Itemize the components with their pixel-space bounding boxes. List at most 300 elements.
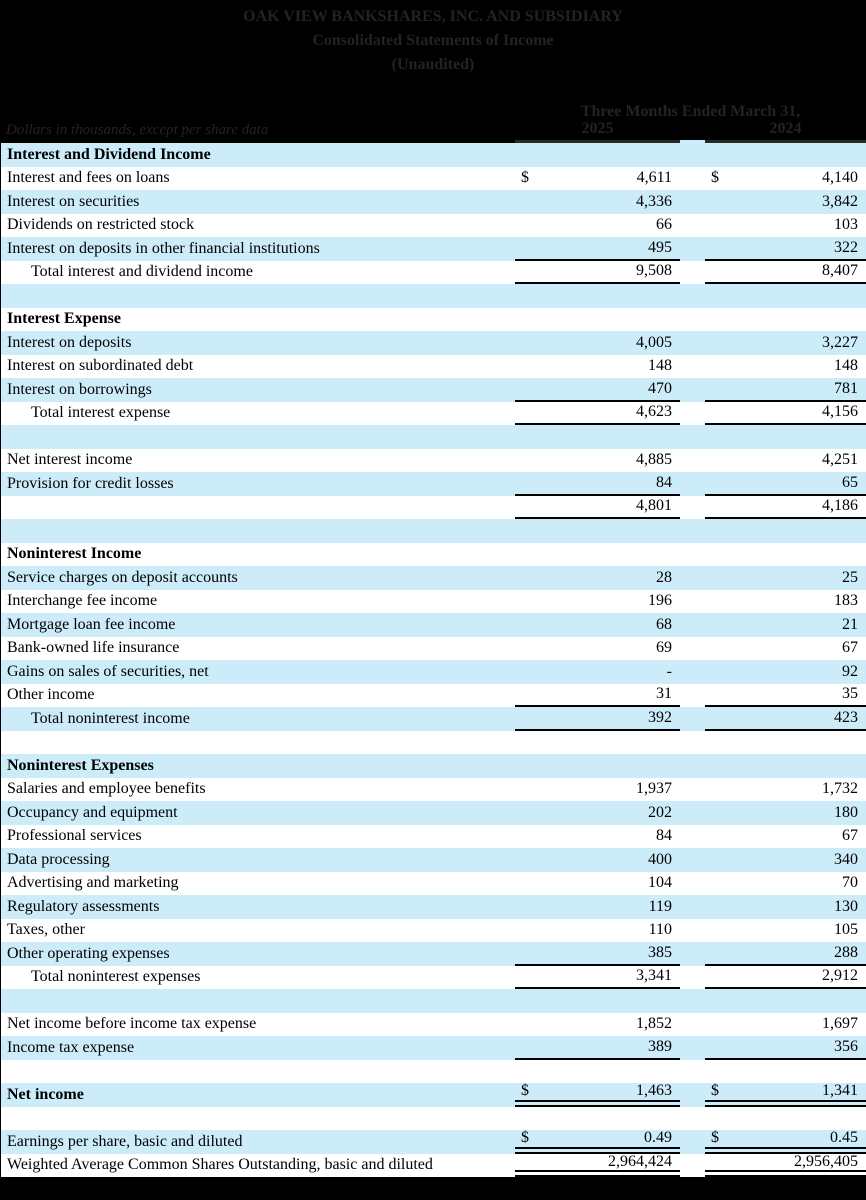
column-gap xyxy=(680,919,705,943)
amount-2024 xyxy=(705,895,866,919)
amount-value: 148 xyxy=(834,357,858,375)
table-row xyxy=(1,637,866,661)
table-row xyxy=(1,1083,866,1107)
row-label: Data processing xyxy=(7,850,110,868)
table-row xyxy=(1,284,866,308)
row-label xyxy=(1,731,515,755)
amount-2025 xyxy=(515,1036,680,1060)
amount-2024 xyxy=(705,801,866,825)
column-gap xyxy=(680,190,705,214)
row-label: Interest and Dividend Income xyxy=(7,145,211,163)
table-row xyxy=(1,754,866,778)
column-gap xyxy=(680,425,705,449)
amount-value: 21 xyxy=(842,615,858,633)
row-label: Total interest expense xyxy=(31,404,171,422)
amount-value: 3,842 xyxy=(822,192,858,210)
amount-2025 xyxy=(515,754,680,778)
column-gap xyxy=(680,848,705,872)
amount-2025 xyxy=(515,284,680,308)
row-label xyxy=(1,1107,515,1131)
amount-value: 2,964,424 xyxy=(608,1152,672,1170)
amount-2024 xyxy=(705,214,866,238)
table-row xyxy=(1,590,866,614)
amount-2025 xyxy=(515,590,680,614)
row-label: Dividends on restricted stock xyxy=(7,216,195,234)
table-row xyxy=(1,966,866,990)
amount-2025 xyxy=(515,425,680,449)
income-statement-table xyxy=(0,143,866,1177)
amount-value: 1,341 xyxy=(822,1082,858,1100)
amount-value: 84 xyxy=(656,473,672,491)
amount-2025 xyxy=(515,167,680,191)
amount-value: 3,341 xyxy=(636,967,672,985)
amount-2024 xyxy=(705,143,866,167)
amount-value: 4,623 xyxy=(636,403,672,421)
row-label: Interest on securities xyxy=(7,192,140,210)
amount-2024 xyxy=(705,167,866,191)
column-gap xyxy=(680,472,705,496)
amount-value: 4,156 xyxy=(822,403,858,421)
amount-2025 xyxy=(515,1083,680,1107)
amount-value: 0.45 xyxy=(830,1129,858,1147)
row-label xyxy=(1,284,515,308)
amount-2025 xyxy=(515,801,680,825)
amount-2025 xyxy=(515,543,680,567)
amount-2024 xyxy=(705,190,866,214)
amount-value: 104 xyxy=(648,874,672,892)
row-label: Occupancy and equipment xyxy=(7,803,178,821)
table-row xyxy=(1,684,866,708)
row-label xyxy=(1,496,515,520)
amount-value: 4,801 xyxy=(636,497,672,515)
table-row xyxy=(1,613,866,637)
amount-value: 392 xyxy=(648,708,672,726)
amount-2024 xyxy=(705,1107,866,1131)
amount-value: 70 xyxy=(842,874,858,892)
row-label: Interchange fee income xyxy=(7,592,158,610)
dollar-sign: $ xyxy=(711,169,719,187)
amount-value: 1,937 xyxy=(636,780,672,798)
column-gap xyxy=(680,284,705,308)
column-gap xyxy=(680,237,705,261)
amount-2024 xyxy=(705,1013,866,1037)
row-label xyxy=(1,1060,515,1084)
amount-value: 31 xyxy=(656,685,672,703)
amount-2025 xyxy=(515,1060,680,1084)
column-gap xyxy=(680,1154,705,1178)
amount-2024 xyxy=(705,331,866,355)
amount-2025 xyxy=(515,237,680,261)
amount-value: 180 xyxy=(834,803,858,821)
amount-2024 xyxy=(705,519,866,543)
column-gap xyxy=(680,1130,705,1154)
column-gap xyxy=(680,143,705,167)
amount-value: 4,005 xyxy=(636,333,672,351)
table-row xyxy=(1,566,866,590)
row-label: Interest on subordinated debt xyxy=(7,357,194,375)
row-label xyxy=(1,425,515,449)
amount-value: 66 xyxy=(656,216,672,234)
row-label: Interest on deposits xyxy=(7,333,132,351)
amount-2024 xyxy=(705,1036,866,1060)
year-2024-header: 2024 xyxy=(705,121,866,143)
table-row xyxy=(1,1107,866,1131)
row-label: Noninterest Expenses xyxy=(7,756,154,774)
period-header: Three Months Ended March 31, xyxy=(580,103,801,120)
amount-value: 470 xyxy=(648,379,672,397)
amount-columns-header xyxy=(515,102,866,143)
amount-2025 xyxy=(515,378,680,402)
column-gap xyxy=(680,402,705,426)
amount-2025 xyxy=(515,1130,680,1154)
table-row xyxy=(1,261,866,285)
amount-2025 xyxy=(515,872,680,896)
table-row xyxy=(1,425,866,449)
amount-2024 xyxy=(705,590,866,614)
column-gap xyxy=(680,966,705,990)
table-row xyxy=(1,449,866,473)
table-row xyxy=(1,1013,866,1037)
amount-value: 4,336 xyxy=(636,192,672,210)
year-headers xyxy=(515,121,866,143)
table-row xyxy=(1,496,866,520)
amount-value: 781 xyxy=(834,379,858,397)
amount-2024 xyxy=(705,919,866,943)
unaudited-note: (Unaudited) xyxy=(391,56,475,73)
column-gap xyxy=(680,754,705,778)
row-label: Professional services xyxy=(7,827,142,845)
amount-value: 68 xyxy=(656,615,672,633)
row-label: Total noninterest expenses xyxy=(31,968,201,986)
year-2025-header: 2025 xyxy=(515,121,680,143)
amount-2024 xyxy=(705,496,866,520)
units-note: Dollars in thousands, except per share data xyxy=(6,122,269,138)
table-row xyxy=(1,190,866,214)
amount-value: 288 xyxy=(834,943,858,961)
table-row xyxy=(1,1036,866,1060)
amount-value: 0.49 xyxy=(644,1129,672,1147)
amount-2024 xyxy=(705,637,866,661)
dollar-sign: $ xyxy=(521,169,529,187)
row-label: Net income before income tax expense xyxy=(7,1015,257,1033)
amount-2024 xyxy=(705,707,866,731)
row-label: Interest on deposits in other financial institutions xyxy=(7,239,320,257)
amount-2024 xyxy=(705,684,866,708)
row-label: Interest and fees on loans xyxy=(7,169,170,187)
amount-value: - xyxy=(666,662,672,680)
amount-value: 4,611 xyxy=(636,169,672,187)
column-gap xyxy=(680,1083,705,1107)
amount-2024 xyxy=(705,966,866,990)
amount-2025 xyxy=(515,519,680,543)
amount-2025 xyxy=(515,895,680,919)
amount-2025 xyxy=(515,472,680,496)
amount-value: 183 xyxy=(834,592,858,610)
amount-2025 xyxy=(515,989,680,1013)
amount-2025 xyxy=(515,613,680,637)
table-row xyxy=(1,942,866,966)
amount-2024 xyxy=(705,872,866,896)
amount-value: 35 xyxy=(842,685,858,703)
table-row xyxy=(1,167,866,191)
amount-2025 xyxy=(515,966,680,990)
row-label: Service charges on deposit accounts xyxy=(7,568,238,586)
amount-2025 xyxy=(515,402,680,426)
amount-2024 xyxy=(705,308,866,332)
table-row xyxy=(1,1060,866,1084)
amount-2024 xyxy=(705,261,866,285)
amount-2025 xyxy=(515,496,680,520)
row-label: Taxes, other xyxy=(7,921,85,939)
amount-value: 69 xyxy=(656,639,672,657)
company-title: OAK VIEW BANKSHARES, INC. AND SUBSIDIARY xyxy=(243,8,623,25)
amount-2025 xyxy=(515,707,680,731)
column-gap xyxy=(680,449,705,473)
column-gap xyxy=(680,566,705,590)
amount-2025 xyxy=(515,825,680,849)
amount-2025 xyxy=(515,942,680,966)
amount-2024 xyxy=(705,731,866,755)
table-row xyxy=(1,848,866,872)
amount-value: 119 xyxy=(648,897,672,915)
amount-value: 400 xyxy=(648,850,672,868)
table-row xyxy=(1,778,866,802)
row-label: Bank-owned life insurance xyxy=(7,639,180,657)
row-label xyxy=(1,519,515,543)
amount-value: 3,227 xyxy=(822,333,858,351)
column-gap xyxy=(680,731,705,755)
amount-value: 202 xyxy=(648,803,672,821)
table-row xyxy=(1,472,866,496)
row-label: Weighted Average Common Shares Outstanding, basic and diluted xyxy=(7,1156,433,1174)
amount-2024 xyxy=(705,1154,866,1178)
table-row xyxy=(1,237,866,261)
amount-2024 xyxy=(705,1060,866,1084)
amount-value: 4,140 xyxy=(822,169,858,187)
column-gap xyxy=(680,355,705,379)
amount-2025 xyxy=(515,1107,680,1131)
column-gap xyxy=(680,684,705,708)
column-gap xyxy=(680,895,705,919)
row-label: Provision for credit losses xyxy=(7,474,174,492)
row-label: Other income xyxy=(7,686,95,704)
amount-value: 110 xyxy=(648,921,672,939)
amount-2025 xyxy=(515,848,680,872)
column-gap xyxy=(680,261,705,285)
amount-2024 xyxy=(705,425,866,449)
table-row xyxy=(1,872,866,896)
amount-2024 xyxy=(705,472,866,496)
row-label: Salaries and employee benefits xyxy=(7,780,206,798)
column-gap xyxy=(680,801,705,825)
column-gap xyxy=(680,778,705,802)
amount-value: 9,508 xyxy=(636,262,672,280)
amount-2025 xyxy=(515,919,680,943)
amount-2024 xyxy=(705,355,866,379)
row-label: Regulatory assessments xyxy=(7,897,160,915)
amount-value: 2,912 xyxy=(822,967,858,985)
row-label: Advertising and marketing xyxy=(7,874,179,892)
amount-2024 xyxy=(705,778,866,802)
column-gap xyxy=(680,872,705,896)
row-label: Income tax expense xyxy=(7,1038,135,1056)
amount-value: 1,463 xyxy=(636,1082,672,1100)
table-row xyxy=(1,919,866,943)
amount-2025 xyxy=(515,684,680,708)
amount-value: 92 xyxy=(842,662,858,680)
dollar-sign: $ xyxy=(521,1082,529,1100)
row-label: Total noninterest income xyxy=(31,709,190,727)
amount-value: 389 xyxy=(648,1037,672,1055)
amount-value: 65 xyxy=(842,473,858,491)
amount-2025 xyxy=(515,214,680,238)
row-label: Interest Expense xyxy=(7,310,121,328)
column-gap xyxy=(680,825,705,849)
amount-2025 xyxy=(515,566,680,590)
table-row xyxy=(1,660,866,684)
amount-2025 xyxy=(515,1154,680,1178)
table-row xyxy=(1,731,866,755)
amount-value: 4,186 xyxy=(822,497,858,515)
amount-2025 xyxy=(515,449,680,473)
column-gap xyxy=(680,590,705,614)
amount-2024 xyxy=(705,1130,866,1154)
column-gap xyxy=(680,660,705,684)
amount-2024 xyxy=(705,402,866,426)
amount-2025 xyxy=(515,778,680,802)
table-row xyxy=(1,543,866,567)
table-row xyxy=(1,707,866,731)
amount-2024 xyxy=(705,284,866,308)
amount-value: 2,956,405 xyxy=(794,1152,858,1170)
amount-2024 xyxy=(705,825,866,849)
column-gap xyxy=(680,543,705,567)
amount-2024 xyxy=(705,848,866,872)
amount-2024 xyxy=(705,660,866,684)
row-label: Gains on sales of securities, net xyxy=(7,662,209,680)
column-gap xyxy=(680,1060,705,1084)
amount-value: 25 xyxy=(842,568,858,586)
column-gap xyxy=(680,378,705,402)
column-gap xyxy=(680,637,705,661)
document-titles xyxy=(0,0,866,77)
amount-value: 28 xyxy=(656,568,672,586)
amount-value: 8,407 xyxy=(822,262,858,280)
amount-value: 385 xyxy=(648,943,672,961)
amount-2025 xyxy=(515,261,680,285)
amount-2025 xyxy=(515,308,680,332)
amount-2025 xyxy=(515,190,680,214)
amount-value: 67 xyxy=(842,639,858,657)
amount-value: 423 xyxy=(834,708,858,726)
table-row xyxy=(1,895,866,919)
amount-value: 356 xyxy=(834,1037,858,1055)
amount-2024 xyxy=(705,989,866,1013)
column-gap xyxy=(680,167,705,191)
table-row xyxy=(1,308,866,332)
amount-2025 xyxy=(515,637,680,661)
table-row xyxy=(1,825,866,849)
amount-value: 148 xyxy=(648,357,672,375)
column-gap xyxy=(680,1013,705,1037)
amount-2025 xyxy=(515,731,680,755)
table-row xyxy=(1,355,866,379)
row-label: Earnings per share, basic and diluted xyxy=(7,1132,243,1150)
amount-2024 xyxy=(705,566,866,590)
amount-value: 196 xyxy=(648,592,672,610)
amount-value: 322 xyxy=(834,238,858,256)
dollar-sign: $ xyxy=(521,1129,529,1147)
row-label: Noninterest Income xyxy=(7,545,142,563)
column-gap xyxy=(680,214,705,238)
table-row xyxy=(1,143,866,167)
amount-value: 1,732 xyxy=(822,780,858,798)
column-gap xyxy=(680,308,705,332)
amount-2025 xyxy=(515,1013,680,1037)
document-header xyxy=(0,0,866,143)
year-header-spacer xyxy=(680,121,705,143)
column-gap xyxy=(680,989,705,1013)
amount-value: 4,251 xyxy=(822,451,858,469)
table-row xyxy=(1,378,866,402)
row-label: Other operating expenses xyxy=(7,944,170,962)
amount-2024 xyxy=(705,378,866,402)
amount-2025 xyxy=(515,143,680,167)
amount-value: 103 xyxy=(834,216,858,234)
amount-value: 4,885 xyxy=(636,451,672,469)
amount-value: 1,697 xyxy=(822,1015,858,1033)
row-label xyxy=(1,989,515,1013)
row-label: Net interest income xyxy=(7,451,133,469)
dollar-sign: $ xyxy=(711,1129,719,1147)
table-row xyxy=(1,519,866,543)
row-label: Total interest and dividend income xyxy=(31,263,253,281)
row-label: Net income xyxy=(7,1085,84,1103)
row-label: Interest on borrowings xyxy=(7,380,152,398)
dollar-sign: $ xyxy=(711,1082,719,1100)
amount-2024 xyxy=(705,613,866,637)
amount-value: 130 xyxy=(834,897,858,915)
table-row xyxy=(1,331,866,355)
column-gap xyxy=(680,519,705,543)
amount-value: 1,852 xyxy=(636,1015,672,1033)
column-gap xyxy=(680,942,705,966)
amount-value: 84 xyxy=(656,827,672,845)
column-gap xyxy=(680,613,705,637)
column-gap xyxy=(680,1107,705,1131)
column-gap xyxy=(680,496,705,520)
amount-2024 xyxy=(705,237,866,261)
amount-2025 xyxy=(515,355,680,379)
column-header-row xyxy=(0,102,866,143)
amount-2024 xyxy=(705,942,866,966)
table-row xyxy=(1,214,866,238)
column-gap xyxy=(680,1036,705,1060)
amount-2024 xyxy=(705,449,866,473)
amount-value: 495 xyxy=(648,238,672,256)
table-row xyxy=(1,801,866,825)
table-row xyxy=(1,402,866,426)
table-row xyxy=(1,989,866,1013)
amount-2025 xyxy=(515,331,680,355)
column-gap xyxy=(680,331,705,355)
table-row xyxy=(1,1154,866,1178)
amount-value: 105 xyxy=(834,921,858,939)
row-label: Mortgage loan fee income xyxy=(7,615,176,633)
table-row xyxy=(1,1130,866,1154)
amount-2024 xyxy=(705,543,866,567)
amount-2024 xyxy=(705,754,866,778)
